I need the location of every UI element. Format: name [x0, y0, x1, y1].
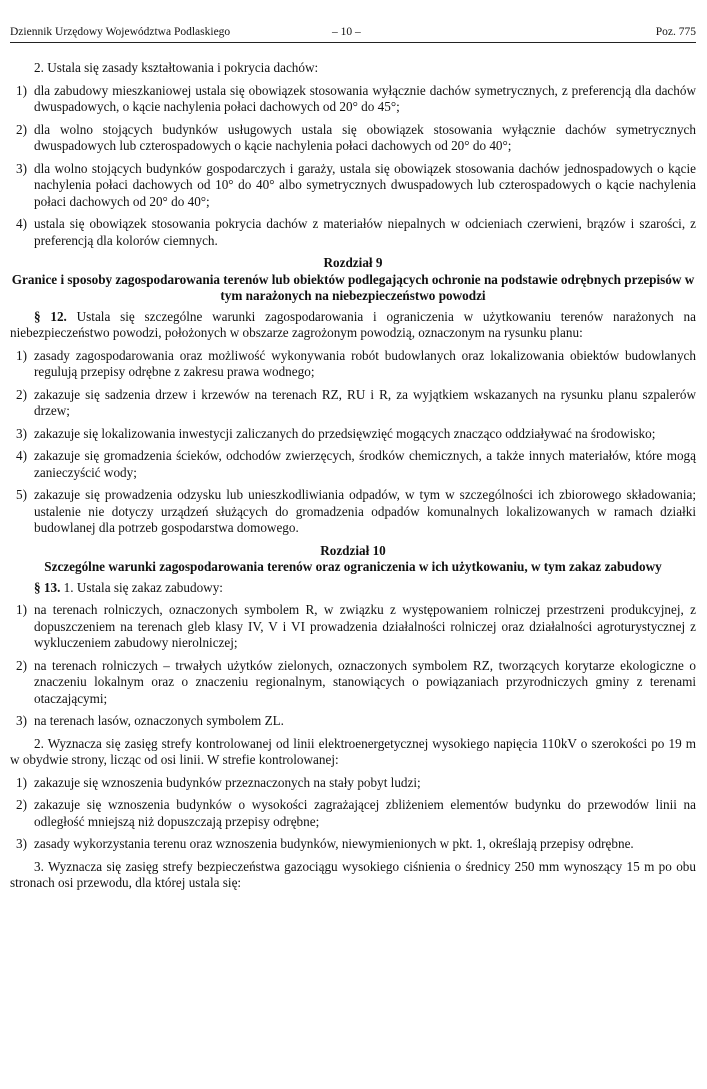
gas-pipeline-paragraph: 3. Wyznacza się zasięg strefy bezpieczeństwa gazociągu wysokiego ciśnienia o średnicy 250 mm wynoszący 15 m po obu stronach osi przewodu, dla której ustala się:	[10, 858, 696, 890]
list-item-number: 1)	[16, 347, 27, 363]
page-header	[10, 24, 696, 43]
list-item-text: ustala się obowiązek stosowania pokrycia dachów z materiałów niepalnych w odcieniach czerwieni, brązów i szarości, z preferencją dla kolorów ciemnych.	[34, 216, 696, 248]
list-item-number: 3)	[16, 425, 27, 441]
list-item	[10, 387, 696, 420]
list-item-text: dla wolno stojących budynków usługowych ustala się obowiązek stosowania wyłącznie dachów symetrycznych dwuspadowych lub czterospadowych o kącie nachylenia połaci dachowych od 20° do 40°;	[34, 121, 696, 153]
list-item-number: 1)	[16, 602, 27, 617]
list-item	[10, 836, 696, 853]
list-item-text: zakazuje się sadzenia drzew i krzewów na terenach RZ, RU i R, za wyjątkiem wskazanych na rysunku planu szpalerów drzew;	[34, 386, 696, 418]
list-item	[10, 83, 696, 116]
list-item-text: zakazuje się gromadzenia ścieków, odchodów zwierzęcych, środków chemicznych, a także innych materiałów, które mogą zanieczyścić wody;	[34, 448, 696, 480]
list-item-text: zasady zagospodarowania oraz możliwość wykonywania robót budowlanych oraz lokalizowania obiektów budowlanych regulują przepisy odrębne z zakresu prawa wodnego;	[34, 347, 696, 379]
list-item	[10, 658, 696, 708]
list-item-number: 1)	[16, 82, 27, 98]
list-item	[10, 426, 696, 443]
paragraph-mark: § 12.	[34, 308, 67, 324]
list-item-text: na terenach lasów, oznaczonych symbolem ZL.	[34, 713, 284, 728]
list-item-text: zakazuje się wznoszenia budynków przeznaczonych na stały pobyt ludzi;	[34, 774, 421, 790]
paragraph-13	[10, 580, 696, 597]
paragraph-mark: § 13.	[34, 579, 61, 595]
list-item-text: na terenach rolniczych, oznaczonych symbolem R, w związku z występowaniem rolniczej przestrzeni produkcyjnej, z dopuszczeniem na terenach gleb klasy IV, V i VI prowadzenia działalności rolniczej oraz działalności agroturystycznej z wykluczeniem zabudowy nierolniczej;	[34, 602, 696, 650]
list-item	[10, 161, 696, 211]
list-item	[10, 775, 696, 792]
list-item-text: dla wolno stojących budynków gospodarczych i garaży, ustala się obowiązek stosowania dachów jednospadowych o kącie nachylenia połaci dachowych od 10° do 40° albo symetrycznych dwuspadowych lub czterospadowych o kącie nachylenia połaci dachowych od 20° do 40°;	[34, 160, 696, 209]
list-item-number: 3)	[16, 836, 27, 851]
list-item	[10, 602, 696, 652]
paragraph-text: 1. Ustala się zakaz zabudowy:	[60, 579, 223, 595]
paragraph-12	[10, 309, 696, 342]
list-item	[10, 348, 696, 381]
list-item-number: 3)	[16, 160, 27, 176]
list-item-number: 4)	[16, 448, 27, 463]
list-item-number: 2)	[16, 121, 27, 137]
chapter-title: Rozdział 9	[323, 255, 383, 270]
list-item-number: 4)	[16, 216, 27, 231]
chapter-title: Rozdział 10	[320, 542, 386, 558]
list-item-number: 2)	[16, 797, 27, 812]
chapter-subtitle: Szczególne warunki zagospodarowania terenów oraz ograniczenia w ich użytkowaniu, w tym zakaz zabudowy	[44, 559, 662, 574]
list-item-number: 1)	[16, 774, 27, 790]
list-item-number: 2)	[16, 657, 27, 673]
list-item-text: zakazuje się lokalizowania inwestycji zaliczanych do przedsięwzięć mogących znacząco oddziaływać na środowisko;	[34, 425, 656, 441]
list-item-number: 3)	[16, 713, 27, 728]
list-item	[10, 216, 696, 249]
roofs-intro: 2. Ustala się zasady kształtowania i pokrycia dachów:	[34, 60, 319, 75]
list-item-text: zakazuje się wznoszenia budynków o wysokości zagrażającej zbliżeniem elementów budynku do przewodów linii na odległość mniejszą niż dopuszczają przepisy odrębne;	[34, 797, 696, 829]
list-item	[10, 797, 696, 830]
chapter-heading	[10, 255, 696, 305]
chapter-heading	[10, 543, 696, 576]
list-item-text: zasady wykorzystania terenu oraz wznoszenia budynków, niewymienionych w pkt. 1, określają przepisy odrębne.	[34, 836, 634, 851]
list-item	[10, 713, 696, 730]
document-body	[10, 60, 696, 898]
list-item	[10, 122, 696, 155]
zone-110kv-paragraph: 2. Wyznacza się zasięg strefy kontrolowanej od linii elektroenergetycznej wysokiego napięcia 110kV o szerokości po 19 m w obydwie strony, licząc od osi linii. W strefie kontrolowanej:	[10, 735, 696, 767]
list-item-text: zakazuje się prowadzenia odzysku lub unieszkodliwiania odpadów, w tym w szczególności ich zbiorowego składowania; ustalenie nie dotyczy urządzeń służących do gromadzenia odpadów komunalnych lokalizowanych w ramach działki budowlanej dla potrzeb gospodarstwa domowego.	[34, 487, 696, 535]
list-item-text: dla zabudowy mieszkaniowej ustala się obowiązek stosowania wyłącznie dachów symetrycznych, z preferencją dla dachów dwuspadowych, o kącie nachylenia połaci dachowych od 20° do 45°;	[34, 82, 696, 114]
list-item-number: 2)	[16, 386, 27, 402]
chapter-subtitle: Granice i sposoby zagospodarowania terenów lub obiektów podlegających ochronie na podstawie odrębnych przepisów w tym narażonych na niebezpieczeństwo powodzi	[11, 271, 695, 303]
position-number: Poz. 775	[655, 26, 696, 38]
list-item-number: 5)	[16, 487, 27, 502]
list-item-text: na terenach rolniczych – trwałych użytków zielonych, oznaczonych symbolem RZ, tworzących korytarze ekologiczne o znaczeniu lokalnym oraz o znaczeniu regionalnym, stanowiących o powiązaniach przyrodniczych gminy z terenami otaczającymi;	[34, 657, 696, 706]
page-number: – 10 –	[332, 26, 361, 38]
list-item	[10, 448, 696, 481]
paragraph-text: Ustala się szczególne warunki zagospodarowania i ograniczenia w użytkowaniu terenów narażonych na niebezpieczeństwo powodzi, położonych w obszarze zagrożonym powodzią, oznaczonym na rysunku planu:	[10, 308, 696, 340]
list-item	[10, 487, 696, 537]
journal-title: Dziennik Urzędowy Województwa Podlaskiego	[10, 26, 231, 38]
